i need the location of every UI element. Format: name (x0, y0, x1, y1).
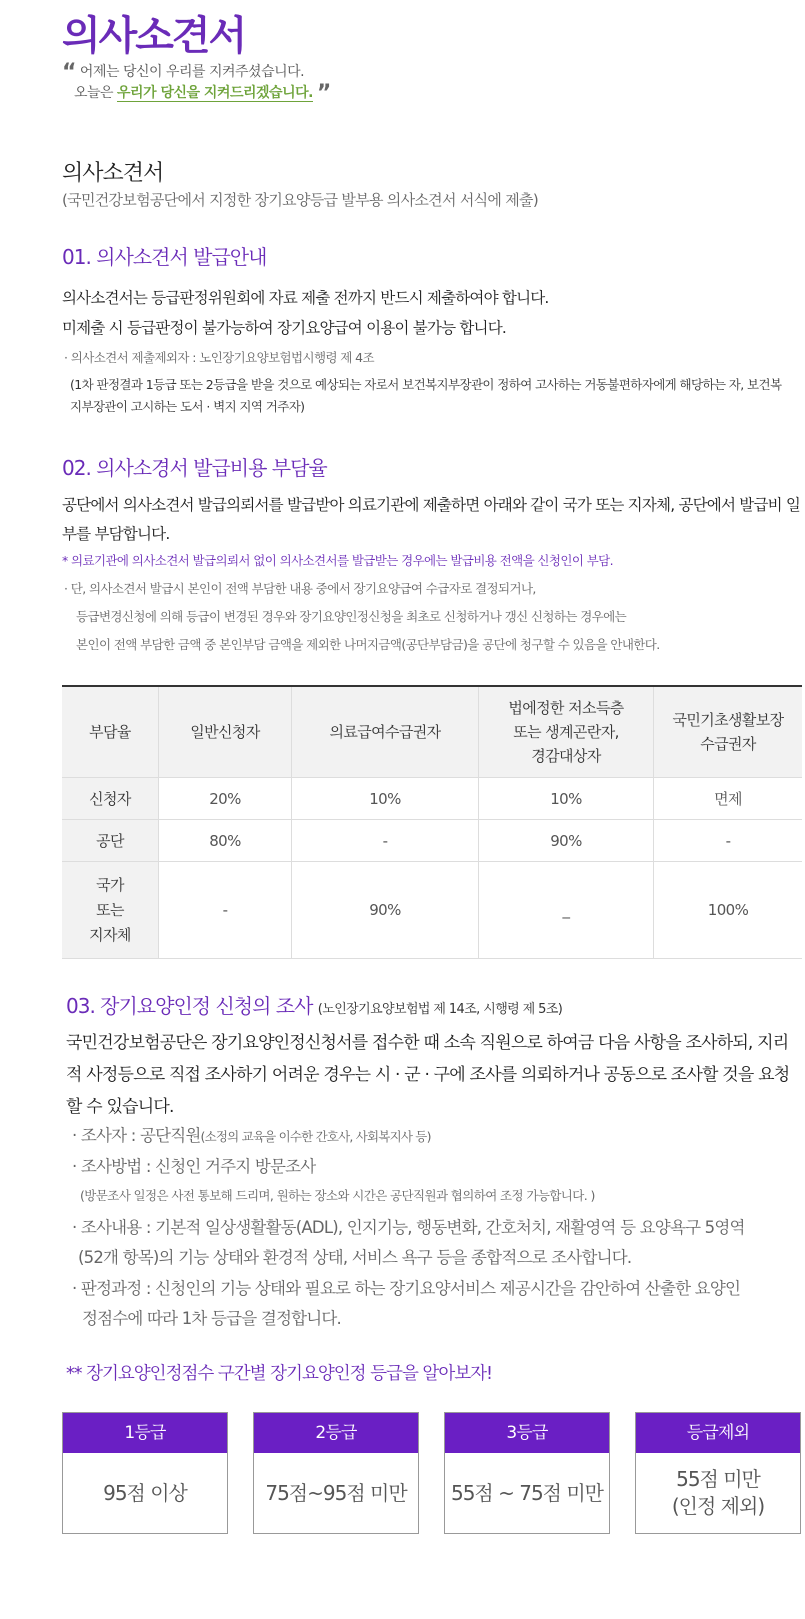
open-quote-icon: “ (62, 60, 76, 85)
survey-item-3 (72, 1213, 745, 1273)
section1-note2: (1차 판정결과 1등급 또는 2등급을 받을 것으로 예상되는 자로서 보건복지부장관이 정하여 고사하는 거동불편하자에게 해당하는 자, 보건복지부장관이 고시하는 도서 · 벽지 지역 거주자) (70, 377, 782, 414)
table-cell: - (159, 862, 292, 959)
table-header: 부담율 (62, 686, 159, 778)
row-label: 공단 (62, 820, 159, 862)
table-cell: 90% (479, 820, 654, 862)
table-row (62, 820, 802, 862)
page-title: 의사소견서 (62, 13, 246, 59)
grade-box-1 (62, 1412, 228, 1534)
table-cell: - (292, 820, 479, 862)
quote-line-1: 어제는 당신이 우리를 지켜주셨습니다. (79, 64, 305, 80)
table-header: 법에정한 저소득층 또는 생계곤란자, 경감대상자 (479, 686, 654, 778)
grade-range: 95점 이상 (103, 1480, 187, 1505)
quote (62, 62, 331, 104)
close-quote-icon: ” (316, 81, 331, 106)
section2-para: 공단에서 의사소견서 발급의뢰서를 발급받아 의료기관에 제출하면 아래와 같이 국가 또는 지자체, 공단에서 발급비 일부를 부담합니다. (62, 496, 801, 543)
row-label: 국가 또는 지자체 (62, 862, 159, 959)
table-cell: - (654, 820, 803, 862)
table-header: 의료급여수급권자 (292, 686, 479, 778)
grade-box-2 (253, 1412, 419, 1534)
survey-item-3-line1: · 조사내용 : 기본적 일상생활활동(ADL), 인지기능, 행동변화, 간호처치, 재활영역 등 요양욕구 5영역 (72, 1218, 745, 1237)
table-cell: 20% (159, 778, 292, 820)
section3-title (66, 990, 562, 1019)
section1-title: 01. 의사소견서 발급안내 (62, 245, 267, 269)
table-row (62, 778, 802, 820)
section1-line1: 의사소견서는 등급판정위원회에 자료 제출 전까지 반드시 제출하여야 합니다. (62, 289, 549, 307)
section2-note-line2: 등급변경신청에 의해 등급이 변경된 경우와 장기요양인정신청을 최초로 신청하거나 갱신 신청하는 경우에는 (76, 609, 627, 624)
grade-boxes (62, 1412, 802, 1534)
grades-heading: ** 장기요양인정점수 구간별 장기요양인정 등급을 알아보자! (66, 1364, 493, 1384)
grade-label: 2등급 (254, 1413, 418, 1453)
table-cell: 90% (292, 862, 479, 959)
table-header-row (62, 686, 802, 778)
survey-item-4-line2: 정점수에 따라 1차 등급을 결정합니다. (82, 1309, 342, 1328)
row-label: 신청자 (62, 778, 159, 820)
section2-note-line1: · 단, 의사소견서 발급시 본인이 전액 부담한 내용 중에서 장기요양급여 수급자로 결정되거나, (64, 581, 536, 596)
survey-item-3-line2: (52개 항목)의 기능 상태와 환경적 상태, 서비스 욕구 등을 종합적으로 조사합니다. (78, 1248, 632, 1267)
section2-title: 02. 의사소경서 발급비용 부담율 (62, 456, 327, 480)
table-header: 일반신청자 (159, 686, 292, 778)
survey-item-4-line1: · 판정과정 : 신청인의 기능 상태와 필요로 하는 장기요양서비스 제공시간을 감안하여 산출한 요양인 (72, 1279, 741, 1298)
quote-line-2-prefix: 오늘은 (74, 85, 118, 101)
table-cell: _ (479, 862, 654, 959)
survey-item-2: · 조사방법 : 신청인 거주지 방문조사 (72, 1157, 316, 1176)
section1-line2: 미제출 시 등급판정이 불가능하여 장기요양급여 이용이 불가능 합니다. (62, 319, 507, 337)
table-cell: 면제 (654, 778, 803, 820)
survey-item-1 (72, 1122, 431, 1146)
intro-heading: 의사소견서 (62, 161, 164, 186)
survey-item-1-small: (소정의 교육을 이수한 간호사, 사회복지사 등) (200, 1129, 431, 1144)
table-cell: 100% (654, 862, 803, 959)
table-row (62, 862, 802, 959)
cost-share-table (62, 685, 802, 959)
table-cell: 80% (159, 820, 292, 862)
quote-highlight: 우리가 당신을 지켜드리겠습니다. (117, 85, 313, 101)
grade-label: 등급제외 (636, 1413, 800, 1453)
table-cell: 10% (479, 778, 654, 820)
grade-label: 3등급 (445, 1413, 609, 1453)
grade-box-excluded (635, 1412, 801, 1534)
intro-subtitle: (국민건강보험공단에서 지정한 장기요양등급 발부용 의사소견서 서식에 제출) (62, 191, 538, 209)
table-header: 국민기초생활보장 수급권자 (654, 686, 803, 778)
survey-item-1-main: · 조사자 : 공단직원 (72, 1126, 201, 1145)
table-cell: 10% (292, 778, 479, 820)
section2-note-purple: * 의료기관에 의사소견서 발급의뢰서 없이 의사소견서를 발급받는 경우에는 발급비용 전액을 신청인이 부담. (62, 553, 614, 568)
section3-title-ref: (노인장기요양보험법 제 14조, 시행령 제 5조) (317, 1002, 563, 1017)
section3-para: 국민건강보험공단은 장기요양인정신청서를 접수한 때 소속 직원으로 하여금 다음 사항을 조사하되, 지리적 사정등으로 직접 조사하기 어려운 경우는 시 · 군 · 구에 조사를 의뢰하거나 공동으로 조사할 것을 요청할 수 있습니다. (66, 1033, 790, 1117)
grade-range: 55점 ~ 75점 미만 (450, 1480, 603, 1505)
grade-range: 55점 미만 (인정 제외) (671, 1467, 765, 1518)
grade-box-3 (444, 1412, 610, 1534)
survey-item-4 (72, 1274, 740, 1334)
section2-note-line3: 본인이 전액 부담한 금액 중 본인부담 금액을 제외한 나머지금액(공단부담금)을 공단에 청구할 수 있음을 안내한다. (76, 637, 660, 652)
section3-title-text: 03. 장기요양인정 신청의 조사 (66, 994, 313, 1018)
grade-range: 75점~95점 미만 (265, 1480, 407, 1505)
survey-item-2-small: (방문조사 일정은 사전 통보해 드리며, 원하는 장소와 시간은 공단직원과 협의하여 조정 가능합니다. ) (80, 1188, 595, 1203)
section1-note1: · 의사소견서 제출제외자 : 노인장기요양보험법시행령 제 4조 (64, 350, 374, 365)
grade-label: 1등급 (63, 1413, 227, 1453)
